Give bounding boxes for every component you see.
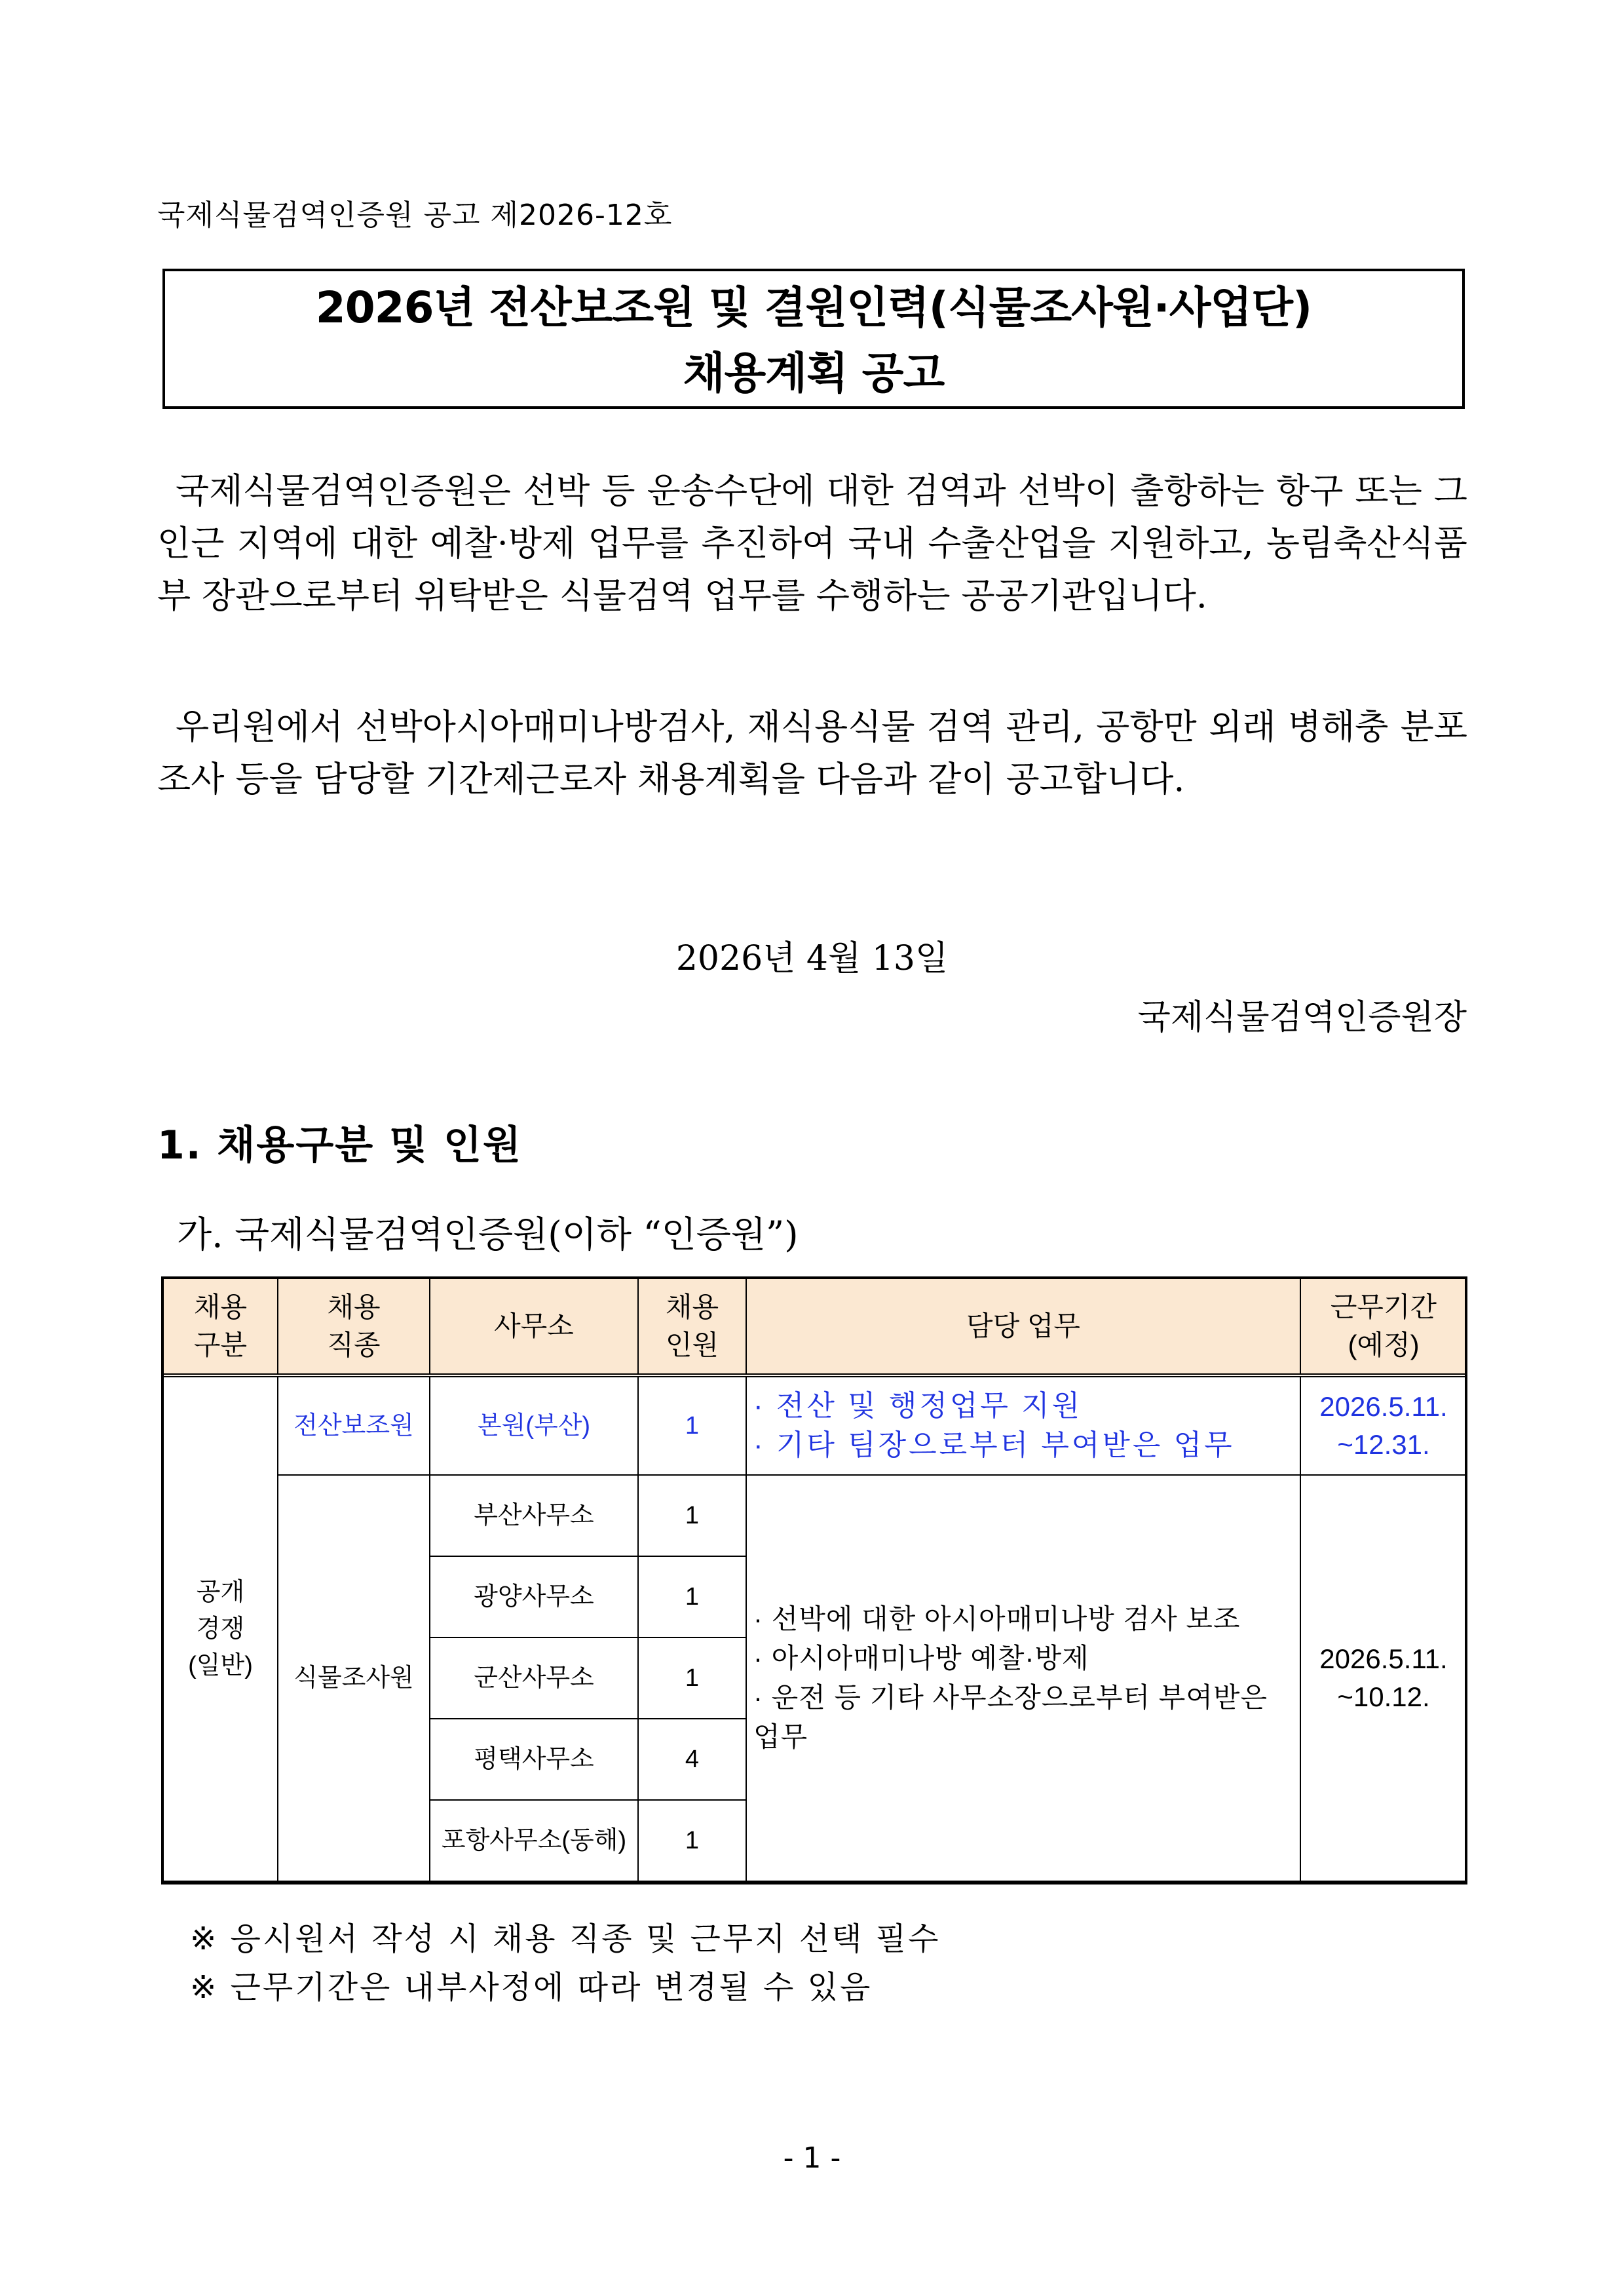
office-cell: 광양사무소 — [430, 1556, 638, 1637]
notice-number: 국제식물검역인증원 공고 제2026-12호 — [157, 199, 673, 232]
note-item: ※ 응시원서 작성 시 채용 직종 및 근무지 선택 필수 — [190, 1921, 941, 1957]
headcount-cell: 1 — [638, 1475, 746, 1556]
header-text: 구분 — [193, 1330, 248, 1360]
header-text: 인원 — [665, 1330, 719, 1360]
duty-item: · 선박에 대한 아시아매미나방 검사 보조 — [753, 1603, 1241, 1634]
subsection-heading: 가. 국제식물검역인증원(이하 “인증원”) — [177, 1214, 799, 1255]
header-text: 근무기간 — [1330, 1292, 1437, 1322]
office-cell: 포항사무소(동해) — [430, 1800, 638, 1881]
header-category — [163, 1278, 278, 1375]
duty-item: · 운전 등 기타 사무소장으로부터 부여받은 업무 — [753, 1682, 1268, 1752]
headcount-cell: 1 — [638, 1800, 746, 1881]
intro-paragraph-1: 국제식물검역인증원은 선박 등 운송수단에 대한 검역과 선박이 출항하는 항구 또는 그 인근 지역에 대한 예찰·방제 업무를 추진하여 국내 수출산업을 지원하고, 농림축산식품부 장관으로부터 위탁받은 식물검역 업무를 수행하는 공공기관입니다. — [157, 471, 1467, 616]
office-cell: 군산사무소 — [430, 1637, 638, 1719]
header-text: 채용 — [327, 1292, 381, 1322]
header-text: (예정) — [1348, 1330, 1420, 1360]
header-work-period — [1300, 1278, 1467, 1375]
document-title-line-1: 2026년 전산보조원 및 결원인력(식물조사원·사업단) — [315, 282, 1312, 333]
job-type-cell: 전산보조원 — [278, 1375, 430, 1475]
category-text: 공개 — [196, 1578, 245, 1606]
office-cell: 본원(부산) — [430, 1375, 638, 1475]
duty-item: · 기타 팀장으로부터 부여받은 업무 — [753, 1429, 1235, 1461]
page-number: - 1 - — [783, 2141, 841, 2175]
title-box — [162, 269, 1465, 409]
duty-item: · 아시아매미나방 예찰·방제 — [753, 1643, 1089, 1674]
category-text: 경쟁 — [196, 1615, 245, 1643]
period-start: 2026.5.11. — [1319, 1391, 1448, 1422]
header-duties: 담당 업무 — [746, 1278, 1300, 1375]
duty-item: · 전산 및 행정업무 지원 — [753, 1390, 1083, 1422]
office-cell: 부산사무소 — [430, 1475, 638, 1556]
section-heading: 1. 채용구분 및 인원 — [157, 1122, 522, 1168]
period-end: ~12.31. — [1337, 1429, 1430, 1460]
period-end: ~10.12. — [1337, 1681, 1430, 1712]
intro-paragraph-2: 우리원에서 선박아시아매미나방검사, 재식용식물 검역 관리, 공항만 외래 병해충 분포조사 등을 담당할 기간제근로자 채용계획을 다음과 같이 공고합니다. — [157, 707, 1467, 799]
header-headcount — [638, 1278, 746, 1375]
work-period-cell — [1300, 1375, 1467, 1475]
header-text: 직종 — [327, 1330, 381, 1360]
header-office: 사무소 — [430, 1278, 638, 1375]
category-cell — [163, 1375, 278, 1881]
table-row — [163, 1375, 1467, 1475]
header-text: 채용 — [665, 1292, 719, 1322]
note-item: ※ 근무기간은 내부사정에 따라 변경될 수 있음 — [190, 1969, 873, 2006]
period-start: 2026.5.11. — [1319, 1643, 1448, 1674]
recruitment-table — [162, 1278, 1467, 1882]
job-type-cell: 식물조사원 — [278, 1475, 430, 1881]
header-job-type — [278, 1278, 430, 1375]
duties-cell — [746, 1475, 1300, 1881]
work-period-cell — [1300, 1475, 1467, 1881]
duties-cell — [746, 1375, 1300, 1475]
header-text: 채용 — [193, 1292, 248, 1322]
announcement-date: 2026년 4월 13일 — [675, 939, 949, 978]
headcount-cell: 1 — [638, 1637, 746, 1719]
category-text: (일반) — [188, 1652, 253, 1679]
office-cell: 평택사무소 — [430, 1719, 638, 1800]
headcount-cell: 1 — [638, 1556, 746, 1637]
document-title-line-2: 채용계획 공고 — [683, 348, 945, 398]
table-row — [163, 1475, 1467, 1556]
table-header-row — [163, 1278, 1467, 1375]
headcount-cell: 1 — [638, 1375, 746, 1475]
issuer-name: 국제식물검역인증원장 — [1137, 998, 1467, 1037]
headcount-cell: 4 — [638, 1719, 746, 1800]
